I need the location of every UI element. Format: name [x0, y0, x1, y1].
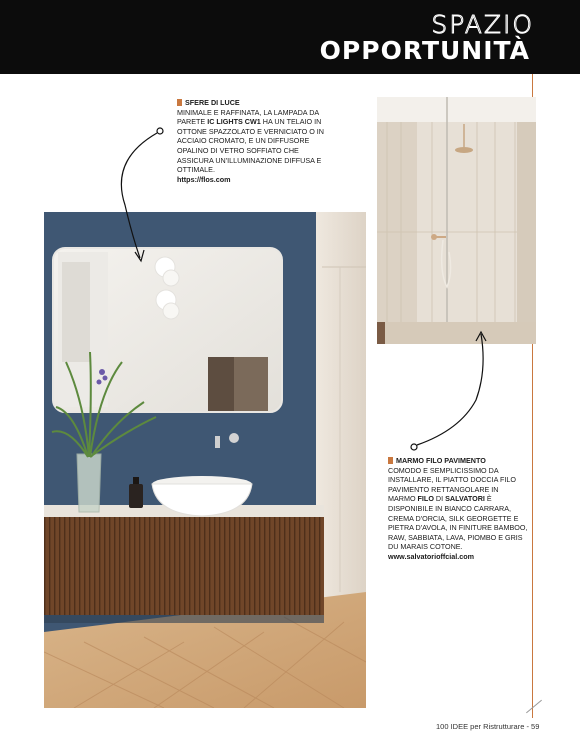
- caption-marmo-filo: MARMO FILO PAVIMENTO COMODO E SEMPLICISSIMO DA INSTALLARE, IL PIATTO DOCCIA FILO PAVIMENTO RETTANGOLARE IN MARMO FILO DI SALVATORI È DISPONIBILE IN BIANCO CARRARA, CREMA D'ORCIA, SILK GEORGETTE E PIETRA D'AVOLA, IN FINITURE BAMBOO, RAW, SABBIATA, LAVA, PIOMBO E GRIS DU MARAIS COTONE. www.salvatorioffcial.com: [388, 456, 528, 561]
- caption-link[interactable]: www.salvatorioffcial.com: [388, 551, 475, 561]
- accent-square-icon: [177, 99, 182, 106]
- page-footer: 100 IDEE per Ristrutturare - 59: [436, 722, 540, 731]
- caption-link[interactable]: https://flos.com: [177, 174, 231, 184]
- bathroom-photo: [44, 212, 366, 708]
- header-title-line1: SPAZIO: [431, 10, 534, 39]
- accent-square-icon: [388, 457, 393, 464]
- caption-sfere-di-luce: SFERE DI LUCE MINIMALE E RAFFINATA, LA LAMPADA DA PARETE IC LIGHTS CW1 HA UN TELAIO IN OTTONE SPAZZOLATO E VERNICIATO O IN ACCIAIO CROMATO, E UN DIFFUSORE OPALINO DI VETRO SOFFIATO CHE ASSICURA UN'ILLUMINAZIONE DIFFUSA E OTTIMALE. https://flos.com: [177, 98, 327, 184]
- caption-heading: MARMO FILO PAVIMENTO: [388, 456, 528, 466]
- page-header: [0, 0, 580, 74]
- corner-mark: [526, 700, 542, 714]
- shower-photo: [377, 97, 536, 344]
- caption-heading: SFERE DI LUCE: [177, 98, 327, 108]
- header-title-line2: OPPORTUNITÀ: [319, 36, 530, 65]
